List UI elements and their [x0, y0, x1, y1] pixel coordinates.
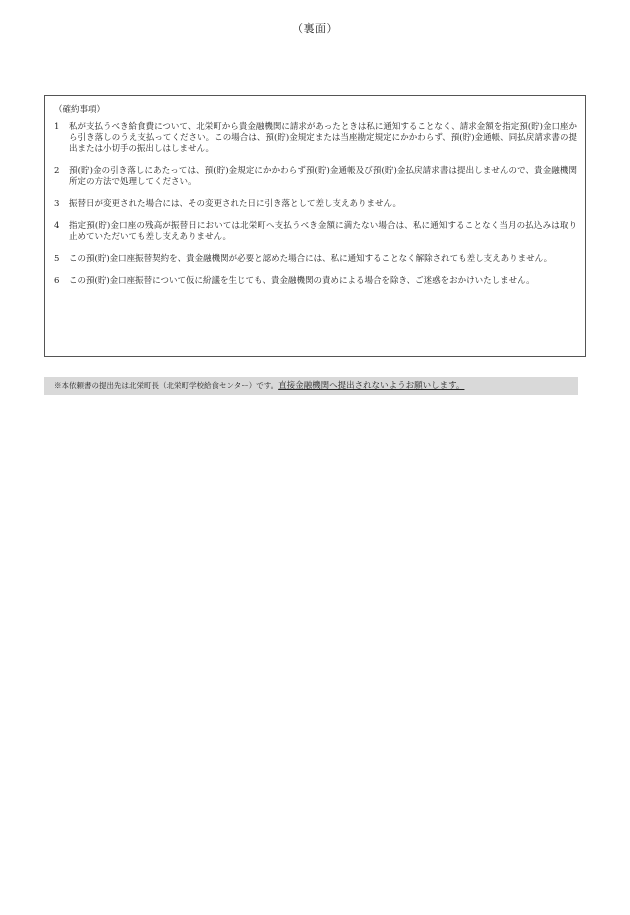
- submission-notice: [44, 377, 578, 395]
- page-heading: （裏面）: [292, 22, 338, 35]
- term-number: 3: [54, 199, 60, 209]
- term-item: [54, 221, 577, 243]
- notice-text: ※本依頼書の提出先は北栄町長（北栄町学校給食センター）です。: [54, 381, 279, 390]
- term-item: [54, 166, 577, 188]
- term-number: 2: [54, 166, 60, 176]
- term-number: 5: [54, 254, 60, 264]
- term-item: [54, 254, 577, 265]
- term-number: 6: [54, 276, 60, 286]
- term-text: 私が支払うべき給食費について、北栄町から貴金融機関に請求があったときは私に通知することなく、請求金額を指定預(貯)金口座から引き落しのうえ支払ってください。この場合は、預(貯)金規定または当座勘定規定にかかわらず、預(貯)金通帳、同払戻請求書の提出または小切手の振出しはしません。: [69, 122, 577, 154]
- term-number: 1: [54, 122, 60, 132]
- term-text: 指定預(貯)金口座の残高が振替日においては北栄町へ支払うべき金額に満たない場合は、私に通知することなく当月の払込みは取り止めていただいても差し支えありません。: [69, 221, 577, 242]
- term-item: [54, 199, 577, 210]
- term-item: [54, 276, 577, 287]
- term-text: 振替日が変更された場合には、その変更された日に引き落として差し支えありません。: [69, 199, 402, 209]
- notice-emphasis: 直接金融機関へ提出されないようお願いします。: [278, 381, 465, 391]
- term-number: 4: [54, 221, 60, 231]
- term-text: 預(貯)金の引き落しにあたっては、預(貯)金規定にかかわらず預(貯)金通帳及び預(貯)金払戻請求書は提出しませんので、貴金融機関所定の方法で処理してください。: [69, 166, 577, 187]
- term-item: [54, 122, 577, 155]
- terms-heading: （確約事項）: [54, 105, 106, 115]
- terms-box: [44, 95, 586, 357]
- term-text: この預(貯)金口座振替について仮に紛議を生じても、貴金融機関の責めによる場合を除き、ご迷惑をおかけいたしません。: [69, 276, 535, 286]
- term-text: この預(貯)金口座振替契約を、貴金融機関が必要と認めた場合には、私に通知することなく解除されても差し支えありません。: [69, 254, 553, 264]
